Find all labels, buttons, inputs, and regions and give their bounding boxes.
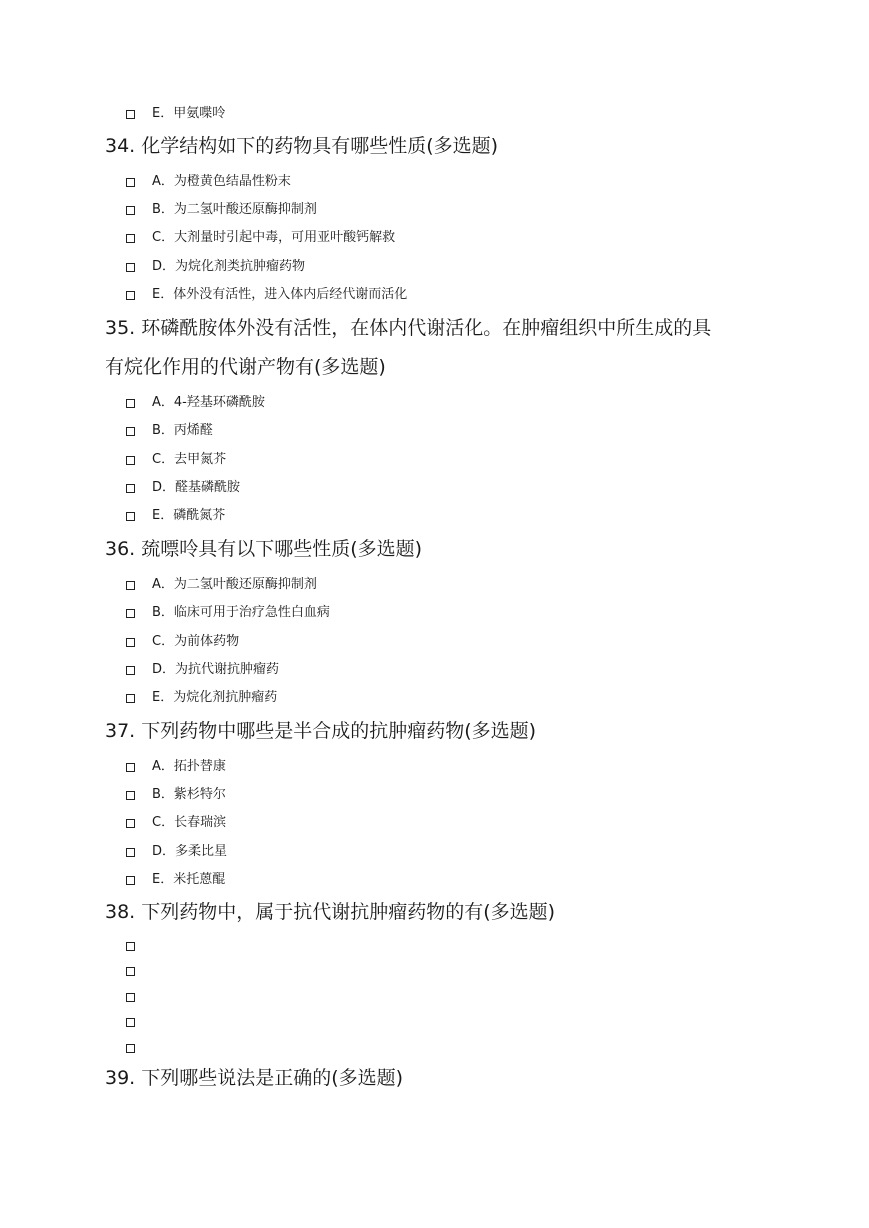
q36-option-d[interactable] (126, 660, 279, 680)
checkbox[interactable] (126, 234, 135, 243)
checkbox[interactable] (126, 484, 135, 493)
option-label: B．为二氢叶酸还原酶抑制剂 (152, 202, 317, 217)
checkbox[interactable] (126, 427, 135, 436)
q35-option-a[interactable] (126, 393, 265, 413)
checkbox[interactable] (126, 942, 135, 951)
option-label: B．临床可用于治疗急性白血病 (152, 605, 330, 620)
q37-option-c[interactable] (126, 813, 226, 833)
checkbox[interactable] (126, 291, 135, 300)
option-label: E．磷酰氮芥 (152, 508, 226, 523)
q38-option-4[interactable] (126, 1012, 152, 1032)
q35-title-line1: 35. 环磷酰胺体外没有活性，在体内代谢活化。在肿瘤组织中所生成的具 (105, 317, 712, 339)
checkbox[interactable] (126, 206, 135, 215)
checkbox[interactable] (126, 791, 135, 800)
option-label: E．为烷化剂抗肿瘤药 (152, 690, 278, 705)
q35-option-b[interactable] (126, 421, 213, 441)
q38-option-3[interactable] (126, 987, 152, 1007)
checkbox[interactable] (126, 694, 135, 703)
option-label: A．为二氢叶酸还原酶抑制剂 (152, 577, 317, 592)
q35-option-c[interactable] (126, 450, 226, 470)
checkbox[interactable] (126, 819, 135, 828)
checkbox[interactable] (126, 638, 135, 647)
q36-option-b[interactable] (126, 603, 330, 623)
q34-option-a[interactable] (126, 172, 291, 192)
q33-option-e[interactable] (126, 104, 225, 124)
q38-option-2[interactable] (126, 961, 152, 981)
q36-title: 36. 巯嘌呤具有以下哪些性质(多选题) (105, 538, 423, 560)
checkbox[interactable] (126, 1044, 135, 1053)
checkbox[interactable] (126, 1018, 135, 1027)
q36-option-a[interactable] (126, 575, 317, 595)
q34-option-e[interactable] (126, 285, 407, 305)
q38-title: 38. 下列药物中，属于抗代谢抗肿瘤药物的有(多选题) (105, 901, 556, 923)
q37-option-d[interactable] (126, 842, 227, 862)
option-label: E．甲氨喋呤 (152, 106, 226, 121)
option-label: A．为橙黄色结晶性粉末 (152, 174, 291, 189)
q36-option-c[interactable] (126, 632, 239, 652)
q37-option-e[interactable] (126, 870, 225, 890)
q34-option-b[interactable] (126, 200, 317, 220)
option-label: B．丙烯醛 (152, 423, 213, 438)
q38-option-5[interactable] (126, 1038, 152, 1058)
option-label: C．长春瑞滨 (152, 815, 227, 830)
q37-option-a[interactable] (126, 757, 226, 777)
checkbox[interactable] (126, 110, 135, 119)
q34-title: 34. 化学结构如下的药物具有哪些性质(多选题) (105, 135, 499, 157)
option-label: C．去甲氮芥 (152, 452, 227, 467)
option-label: C．为前体药物 (152, 634, 240, 649)
option-label: D．为烷化剂类抗肿瘤药物 (152, 259, 306, 274)
option-label: E．体外没有活性，进入体内后经代谢而活化 (152, 287, 408, 302)
q37-title: 37. 下列药物中哪些是半合成的抗肿瘤药物(多选题) (105, 720, 537, 742)
option-label: C．大剂量时引起中毒，可用亚叶酸钙解救 (152, 230, 396, 245)
q35-option-d[interactable] (126, 478, 240, 498)
q38-option-1[interactable] (126, 936, 152, 956)
checkbox[interactable] (126, 993, 135, 1002)
option-label: B．紫杉特尔 (152, 787, 226, 802)
q37-option-b[interactable] (126, 785, 226, 805)
q35-title-line2: 有烷化作用的代谢产物有(多选题) (105, 356, 386, 378)
checkbox[interactable] (126, 876, 135, 885)
q39-title: 39. 下列哪些说法是正确的(多选题) (105, 1067, 404, 1089)
checkbox[interactable] (126, 178, 135, 187)
option-label: D．为抗代谢抗肿瘤药 (152, 662, 280, 677)
option-label: A．拓扑替康 (152, 759, 226, 774)
option-label: A．4-羟基环磷酰胺 (152, 395, 265, 410)
checkbox[interactable] (126, 399, 135, 408)
q34-option-c[interactable] (126, 228, 395, 248)
checkbox[interactable] (126, 512, 135, 521)
option-label: D．多柔比星 (152, 844, 228, 859)
q34-option-d[interactable] (126, 257, 305, 277)
checkbox[interactable] (126, 456, 135, 465)
checkbox[interactable] (126, 609, 135, 618)
q36-option-e[interactable] (126, 688, 277, 708)
checkbox[interactable] (126, 763, 135, 772)
q35-option-e[interactable] (126, 506, 225, 526)
checkbox[interactable] (126, 263, 135, 272)
option-label: E．米托蒽醌 (152, 872, 226, 887)
checkbox[interactable] (126, 666, 135, 675)
checkbox[interactable] (126, 848, 135, 857)
option-label: D．醛基磷酰胺 (152, 480, 241, 495)
checkbox[interactable] (126, 581, 135, 590)
checkbox[interactable] (126, 967, 135, 976)
